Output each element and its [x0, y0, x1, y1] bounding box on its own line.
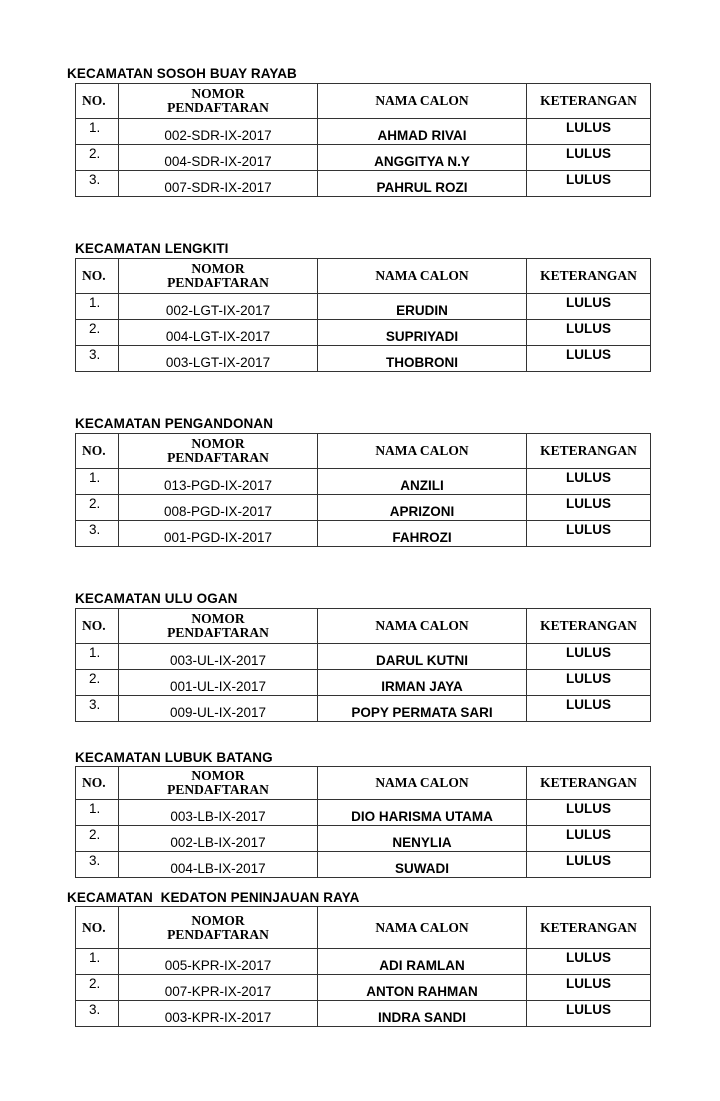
table-header-row	[76, 609, 651, 644]
results-table	[75, 906, 651, 1027]
row-status: LULUS	[527, 670, 651, 696]
header-nama-calon: NAMA CALON	[318, 767, 527, 800]
row-registration-number: 004-SDR-IX-2017	[119, 145, 318, 171]
row-status: LULUS	[527, 644, 651, 670]
row-status: LULUS	[527, 696, 651, 722]
header-nomor-line2: PENDAFTARAN	[167, 450, 269, 465]
header-nomor-line2: PENDAFTARAN	[167, 625, 269, 640]
row-status: LULUS	[527, 975, 651, 1001]
table-row	[76, 670, 651, 696]
header-nomor-line1: NOMOR	[191, 86, 245, 101]
header-no: NO.	[76, 84, 119, 119]
row-status: LULUS	[527, 852, 651, 878]
row-no: 1.	[76, 644, 119, 670]
row-no: 2.	[76, 320, 119, 346]
table-header-row	[76, 84, 651, 119]
header-nomor-line1: NOMOR	[191, 436, 245, 451]
row-no: 1.	[76, 949, 119, 975]
table-row	[76, 644, 651, 670]
row-registration-number: 007-KPR-IX-2017	[119, 975, 318, 1001]
header-no: NO.	[76, 907, 119, 949]
row-candidate-name: THOBRONI	[318, 346, 527, 372]
table-header-row	[76, 767, 651, 800]
header-nomor-line1: NOMOR	[191, 611, 245, 626]
row-no: 3.	[76, 171, 119, 197]
row-no: 3.	[76, 346, 119, 372]
row-no: 2.	[76, 145, 119, 171]
row-candidate-name: ERUDIN	[318, 294, 527, 320]
row-candidate-name: ANGGITYA N.Y	[318, 145, 527, 171]
row-status: LULUS	[527, 521, 651, 547]
header-nomor-pendaftaran	[119, 434, 318, 469]
table-row	[76, 320, 651, 346]
table-header-row	[76, 434, 651, 469]
table-row	[76, 975, 651, 1001]
header-keterangan: KETERANGAN	[527, 259, 651, 294]
row-status: LULUS	[527, 495, 651, 521]
row-registration-number: 003-LGT-IX-2017	[119, 346, 318, 372]
header-nomor-line1: NOMOR	[191, 912, 245, 928]
header-nama-calon: NAMA CALON	[318, 434, 527, 469]
row-candidate-name: NENYLIA	[318, 826, 527, 852]
row-registration-number: 001-UL-IX-2017	[119, 670, 318, 696]
header-nomor-pendaftaran	[119, 609, 318, 644]
row-registration-number: 004-LGT-IX-2017	[119, 320, 318, 346]
header-keterangan: KETERANGAN	[527, 609, 651, 644]
row-registration-number: 009-UL-IX-2017	[119, 696, 318, 722]
row-registration-number: 002-LB-IX-2017	[119, 826, 318, 852]
row-candidate-name: POPY PERMATA SARI	[318, 696, 527, 722]
header-keterangan: KETERANGAN	[527, 434, 651, 469]
row-status: LULUS	[527, 294, 651, 320]
row-registration-number: 008-PGD-IX-2017	[119, 495, 318, 521]
header-no: NO.	[76, 434, 119, 469]
row-no: 1.	[76, 294, 119, 320]
row-no: 3.	[76, 852, 119, 878]
row-registration-number: 013-PGD-IX-2017	[119, 469, 318, 495]
header-nomor-line2: PENDAFTARAN	[167, 100, 269, 115]
table-row	[76, 495, 651, 521]
row-candidate-name: ANTON RAHMAN	[318, 975, 527, 1001]
row-status: LULUS	[527, 469, 651, 495]
header-keterangan: KETERANGAN	[527, 84, 651, 119]
table-row	[76, 171, 651, 197]
results-table	[75, 608, 651, 722]
results-table	[75, 766, 651, 878]
header-nomor-line2: PENDAFTARAN	[167, 275, 269, 290]
table-header-row	[76, 907, 651, 949]
row-registration-number: 004-LB-IX-2017	[119, 852, 318, 878]
header-nama-calon: NAMA CALON	[318, 84, 527, 119]
section-title: KECAMATAN LENGKITI	[75, 241, 229, 256]
row-candidate-name: SUWADI	[318, 852, 527, 878]
row-registration-number: 001-PGD-IX-2017	[119, 521, 318, 547]
header-nomor-line1: NOMOR	[191, 261, 245, 276]
results-table	[75, 83, 651, 197]
row-registration-number: 002-LGT-IX-2017	[119, 294, 318, 320]
table-row	[76, 119, 651, 145]
table-row	[76, 521, 651, 547]
row-status: LULUS	[527, 171, 651, 197]
row-no: 1.	[76, 119, 119, 145]
results-table	[75, 258, 651, 372]
row-status: LULUS	[527, 949, 651, 975]
row-registration-number: 002-SDR-IX-2017	[119, 119, 318, 145]
header-nomor-pendaftaran	[119, 84, 318, 119]
header-no: NO.	[76, 767, 119, 800]
row-candidate-name: ANZILI	[318, 469, 527, 495]
row-status: LULUS	[527, 800, 651, 826]
header-nomor-pendaftaran	[119, 907, 318, 949]
table-row	[76, 696, 651, 722]
row-candidate-name: IRMAN JAYA	[318, 670, 527, 696]
row-no: 3.	[76, 696, 119, 722]
header-keterangan: KETERANGAN	[527, 767, 651, 800]
header-nomor-pendaftaran	[119, 767, 318, 800]
row-no: 1.	[76, 800, 119, 826]
header-nama-calon: NAMA CALON	[318, 907, 527, 949]
row-no: 3.	[76, 1001, 119, 1027]
row-candidate-name: APRIZONI	[318, 495, 527, 521]
row-candidate-name: DIO HARISMA UTAMA	[318, 800, 527, 826]
row-candidate-name: DARUL KUTNI	[318, 644, 527, 670]
row-no: 2.	[76, 975, 119, 1001]
section-title: KECAMATAN PENGANDONAN	[75, 416, 274, 431]
section-title: KECAMATAN SOSOH BUAY RAYAB	[67, 66, 297, 81]
section-title: KECAMATAN KEDATON PENINJAUAN RAYA	[67, 890, 360, 905]
header-no: NO.	[76, 609, 119, 644]
row-status: LULUS	[527, 320, 651, 346]
row-no: 2.	[76, 826, 119, 852]
row-status: LULUS	[527, 1001, 651, 1027]
header-nomor-line2: PENDAFTARAN	[167, 926, 269, 942]
row-status: LULUS	[527, 826, 651, 852]
header-no: NO.	[76, 259, 119, 294]
table-row	[76, 800, 651, 826]
row-registration-number: 003-LB-IX-2017	[119, 800, 318, 826]
row-registration-number: 005-KPR-IX-2017	[119, 949, 318, 975]
row-no: 2.	[76, 670, 119, 696]
row-candidate-name: PAHRUL ROZI	[318, 171, 527, 197]
row-status: LULUS	[527, 346, 651, 372]
row-status: LULUS	[527, 145, 651, 171]
results-table	[75, 433, 651, 547]
row-candidate-name: FAHROZI	[318, 521, 527, 547]
row-registration-number: 007-SDR-IX-2017	[119, 171, 318, 197]
header-nomor-line1: NOMOR	[191, 768, 245, 783]
table-row	[76, 949, 651, 975]
header-nama-calon: NAMA CALON	[318, 609, 527, 644]
section-title: KECAMATAN ULU OGAN	[75, 591, 238, 606]
table-row	[76, 826, 651, 852]
table-row	[76, 145, 651, 171]
header-nomor-line2: PENDAFTARAN	[167, 782, 269, 797]
row-no: 1.	[76, 469, 119, 495]
row-candidate-name: SUPRIYADI	[318, 320, 527, 346]
row-no: 2.	[76, 495, 119, 521]
row-status: LULUS	[527, 119, 651, 145]
row-no: 3.	[76, 521, 119, 547]
header-nomor-pendaftaran	[119, 259, 318, 294]
table-row	[76, 346, 651, 372]
table-row	[76, 294, 651, 320]
table-header-row	[76, 259, 651, 294]
table-row	[76, 1001, 651, 1027]
row-candidate-name: AHMAD RIVAI	[318, 119, 527, 145]
row-registration-number: 003-KPR-IX-2017	[119, 1001, 318, 1027]
header-nama-calon: NAMA CALON	[318, 259, 527, 294]
table-row	[76, 469, 651, 495]
row-candidate-name: INDRA SANDI	[318, 1001, 527, 1027]
table-row	[76, 852, 651, 878]
row-candidate-name: ADI RAMLAN	[318, 949, 527, 975]
header-keterangan: KETERANGAN	[527, 907, 651, 949]
section-title: KECAMATAN LUBUK BATANG	[75, 750, 273, 765]
row-registration-number: 003-UL-IX-2017	[119, 644, 318, 670]
